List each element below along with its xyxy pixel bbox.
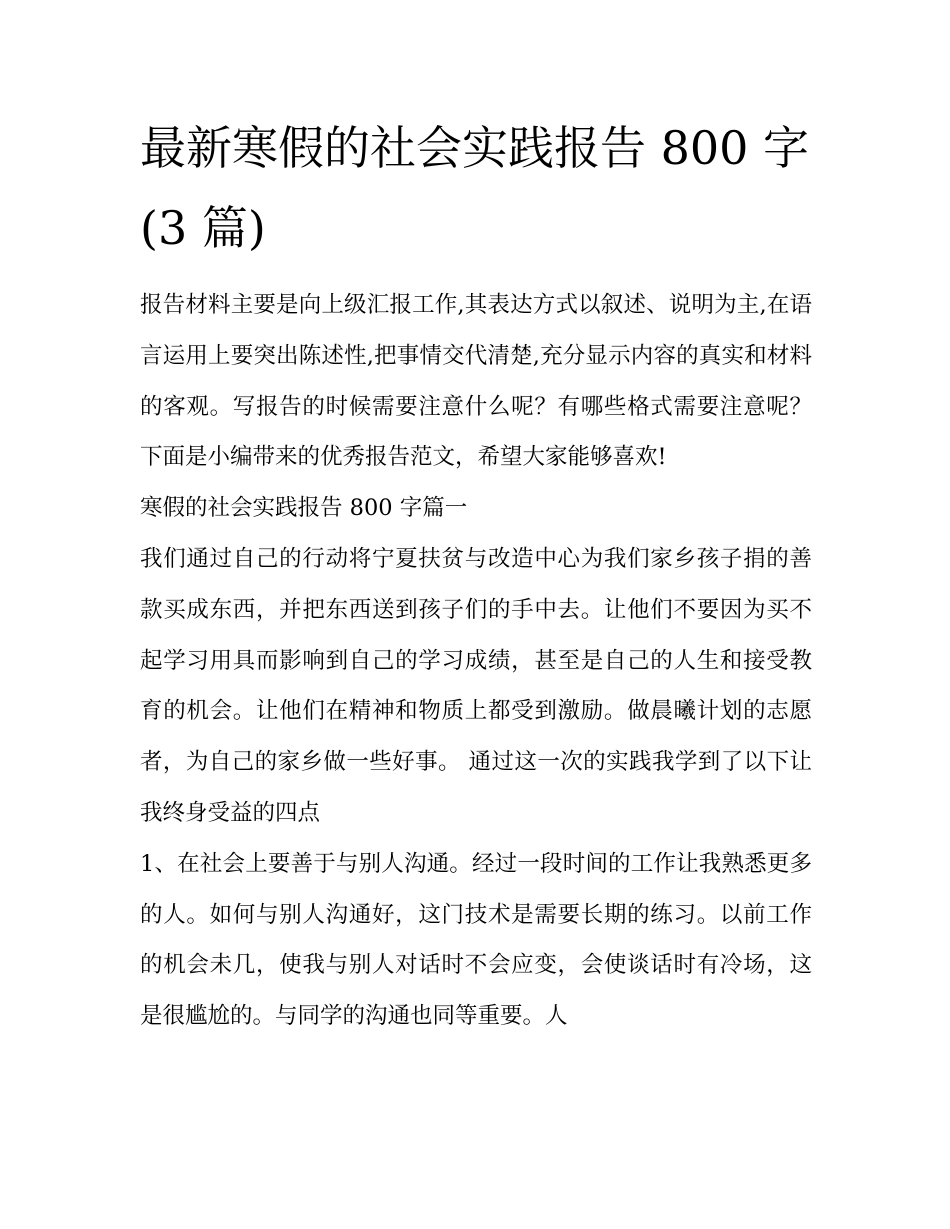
body-paragraph-2: 1、在社会上要善于与别人沟通。经过一段时间的工作让我熟悉更多的人。如何与别人沟通好，这门技术是需要长期的练习。以前工作的机会未几，使我与别人对话时不会应变，会使谈话时有冷场，这是很尴尬的。与同学的沟通也同等重要。人 <box>140 850 812 1030</box>
intro-paragraph: 报告材料主要是向上级汇报工作,其表达方式以叙述、说明为主,在语言运用上要突出陈述性,把事情交代清楚,充分显示内容的真实和材料的客观。写报告的时候需要注意什么呢？有哪些格式需要注意呢？下面是小编带来的优秀报告范文，希望大家能够喜欢! <box>140 292 812 471</box>
document-body <box>140 280 812 1042</box>
body-paragraph-1: 我们通过自己的行动将宁夏扶贫与改造中心为我们家乡孩子捐的善款买成东西，并把东西送到孩子们的手中去。让他们不要因为买不起学习用具而影响到自己的学习成绩，甚至是自己的人生和接受教育的机会。让他们在精神和物质上都受到激励。做晨曦计划的志愿者，为自己的家乡做一些好事。 通过这一次的实践我学到了以下让我终身受益的四点 <box>140 545 812 826</box>
document-content <box>140 108 812 1042</box>
section-heading-1: 寒假的社会实践报告 800 字篇一 <box>140 495 468 522</box>
document-title: 最新寒假的社会实践报告 800 字(3 篇) <box>140 121 810 255</box>
